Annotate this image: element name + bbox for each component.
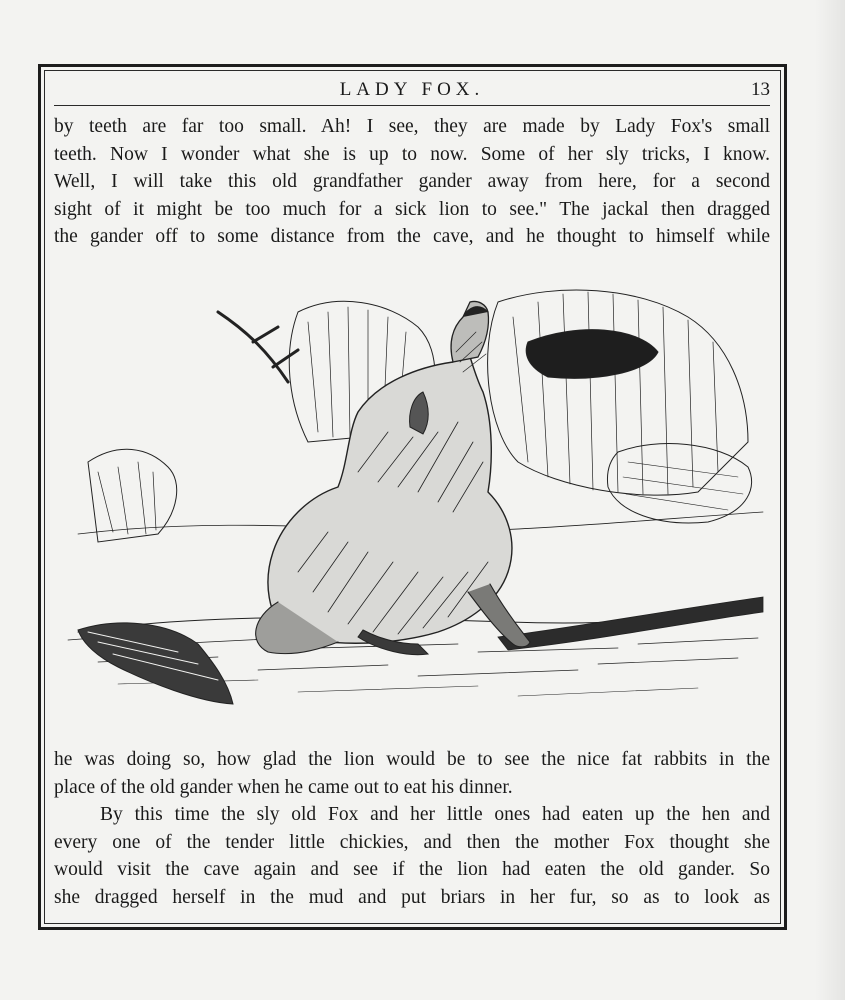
dead-branch: [218, 312, 298, 382]
engraving-svg: [58, 272, 774, 728]
bottom-paragraph: [54, 746, 770, 911]
text-line: sight of it might be too much for a sick lion to see." The jackal then dragged: [54, 198, 770, 220]
rock-right: [607, 444, 751, 523]
text-line: the gander off to some distance from the cave, and he thought to himself while: [54, 226, 770, 247]
cast-shadow: [498, 597, 763, 650]
bush-left-hatch: [98, 462, 156, 534]
text-line: By this time the sly old Fox and her little ones had eaten up the hen and: [100, 804, 770, 825]
bush-right: [488, 290, 748, 495]
text-line: would visit the cave again and see if the lion had eaten the old gander. So: [54, 859, 770, 880]
text-line: teeth. Now I wonder what she is up to now. Some of her sly tricks, I know.: [54, 143, 770, 165]
bush-left: [88, 449, 177, 542]
text-line: she dragged herself in the mud and put briars in her fur, so as to look as: [54, 886, 770, 908]
cave-mouth: [526, 330, 658, 379]
bush-right-hatch: [513, 292, 718, 494]
header-rule: [54, 105, 770, 106]
text-line: place of the old gander when he came out to eat his dinner.: [54, 776, 513, 798]
text-line: he was doing so, how glad the lion would be to see the nice fat rabbits in the: [54, 749, 770, 770]
running-head: [54, 78, 770, 104]
text-line: every one of the tender little chickies, and then the mother Fox thought she: [54, 831, 770, 853]
page-number: 13: [751, 79, 770, 100]
jackal-illustration: [58, 272, 774, 728]
running-title: LADY FOX.: [339, 79, 485, 100]
rock-right-hatch: [623, 462, 743, 510]
text-line: Well, I will take this old grandfather gander away from here, for a second: [54, 171, 770, 192]
page-edge-shadow: [815, 0, 845, 1000]
text-line: by teeth are far too small. Ah! I see, they are made by Lady Fox's small: [54, 116, 770, 137]
top-paragraph: [54, 113, 770, 251]
